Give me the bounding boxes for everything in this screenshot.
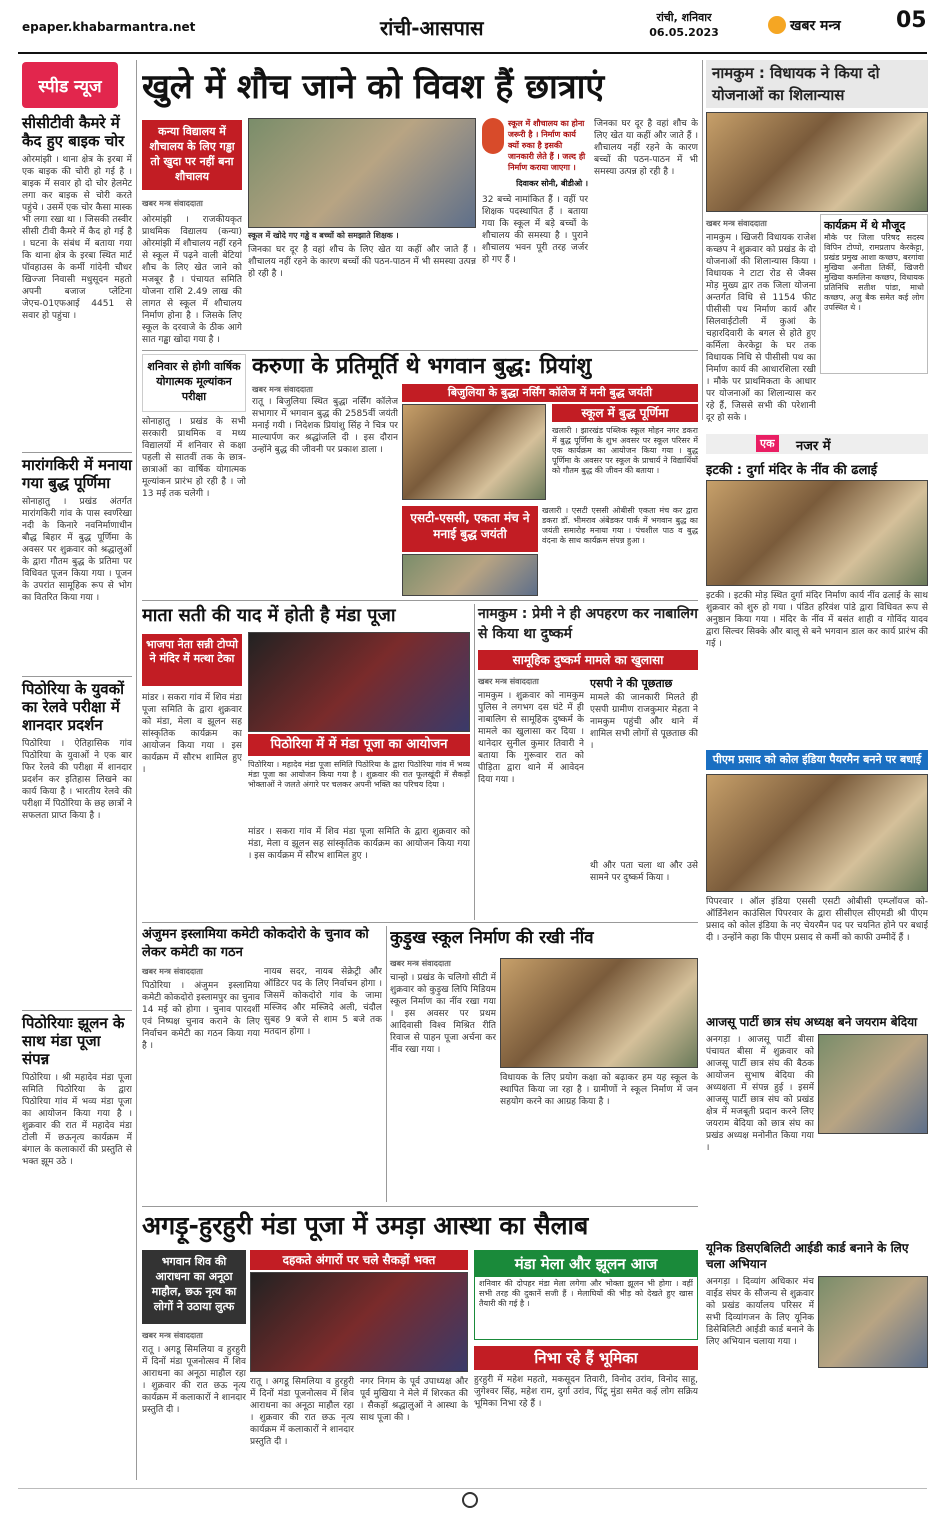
left-story-2-body: सोनाहातु । प्रखंड अंतर्गत मारांगकिरी गांव के पास स्वर्णरेखा नदी के किनारे नवनिर्माणाधीन बौद्ध बिहार में बुद्ध पूर्णिमा के अवसर पर शुक्रवार को श्रद्धालुओं के द्वारा गौतम बुद्ध के प्रतिमा पर विधिवत पूजन किया गया । पूजन के उपरांत सामूहिक रूप से भोग का वितरित किया गया । [22, 497, 132, 603]
ek-tag: एक [756, 435, 779, 452]
ajsu-photo [818, 1034, 928, 1134]
green-label: मंडा मेला और झूलन आज [475, 1251, 697, 1277]
section-title: रांची-आसपास [380, 16, 484, 40]
namkum-body: नामकुम । खिजरी विधायक राजेश कच्छप ने शुक्रवार को प्रखंड के दो योजनाओं की शिलान्यास किया । विधायक ने टाटा रोड से जैक्स मोड़ मुख्य द्वार तक जिला योजना अन्तर्गत विधि से 1154 फीट पीसीसी पथ निर्माण कार्य और सिलवाईटोली में कुआं के चहारदिवारी के बगल से होते हुए कर्मिला केरकेट्टा के घर तक विधायक निधि से पीसीसी पथ का निर्माण कार्य की आधारशिला रखी । मौके पर प्राथमिकता के आधार पर योजनाओं का शिलान्यास कर रहे हैं, जिससे सभी की परेशानी दूर हो सके । [706, 233, 816, 422]
top-red-box: कन्या विद्यालय में शौचालय के लिए गड्ढा तो खुदा पर नहीं बना शौचालय [142, 120, 242, 190]
divider [22, 676, 132, 677]
anjuman-body: पिठोरिया । अंजुमन इस्लामिया कमेटी कोकदोरो इस्लामपुर का चुनाव 14 मई को होगा । चुनाव पारदर्शी एवं निष्पक्ष चुनाव कराने के लिए निर्वाचन कमेटी का गठन किया गया है । [142, 981, 260, 1051]
manda-photo-label: पिठोरिया में में मंडा पूजा का आयोजन [248, 734, 470, 756]
kurukh-body-2: विधायक के लिए प्रयोग कक्षा को बढ़ाकर हम यह स्कूल के स्थापित किया जा रहा है । ग्रामीणों ने स्कूल निर्माण में जन सहयोग करने का आग्रह किया है । [500, 1073, 698, 1107]
crime-byline: खबर मन्त्र संवाददाता [478, 677, 539, 686]
left-story-4-head: पिठोरियाः झूलन के साथ मंडा पूजा संपन्न [22, 1014, 125, 1068]
manda-headline: माता सती की याद में होती है मंडा पूजा [142, 605, 396, 626]
divider [142, 350, 698, 351]
manda-body-2: मांडर । सकरा गांव में शिव मंडा पूजा समिति के द्वारा शुक्रवार को मंडा, मेला व झूलन सह सांस्कृतिक कार्यक्रम का आयोजन किया गया । इस कार्यक्रम में सौरभ शामिल हुए । [248, 827, 470, 861]
manda-photo [248, 632, 470, 732]
anjuman-headline: अंजुमन इस्लामिया कमेटी कोकदोरो के चुनाव को लेकर कमेटी का गठन [142, 927, 369, 960]
left-story-1-body: ओरमांझी । थाना क्षेत्र के इरबा में एक बाइक की चोरी हो गई है । बाइक में सवार हो दो चोर हेलमेट लगा कर बाइक से चोरी करते पहुंचे । उसमें एक चोर कैसा मास्क भी लगा रखा था । जिसकी तस्वीर सीसी टीवी कैमरे में कैद हो गई है । घटना के संबंध में बताया गया कि थाना क्षेत्र के इरबा स्थित मार्ट पॉवहाउस के कर्मी गांदेनी चौधर खिज्जा निवासी मधुसूदन महतो अपनी बजाज प्लेटिना जेएच-01एफआई 4451 से सवार हो पहुंचा । [22, 155, 132, 321]
speed-news-label: स्पीड न्यूज [38, 77, 102, 97]
quote-icon [482, 118, 504, 154]
kurukh-byline: खबर मन्त्र संवाददाता [390, 959, 451, 968]
column-rule [474, 604, 475, 920]
crime-headline: नामकुम : प्रेमी ने ही अपहरण कर नाबालिग से किया था दुष्कर्म [478, 606, 698, 642]
itki-photo [706, 480, 928, 586]
school-body: खलारी । झारखंड पब्लिक स्कूल मोहन नगर डकरा में बुद्ध पूर्णिमा के शुभ अवसर पर स्कूल परिसर में एक कार्यक्रम का आयोजन किया गया । बुद्ध पूर्णिमा के अवसर पर स्कूल के प्राचार्य ने विद्यार्थियों को गौतम बुद्ध की जीवन की बताया । [552, 426, 698, 475]
role-label: निभा रहे हैं भूमिका [474, 1346, 698, 1370]
ek-nazar-bar [706, 434, 928, 454]
sc-st-body: खलारी । एसटी एससी ओबीसी एकता मंच कर द्वारा डकरा डॉ. भीमराव अंबेडकर पार्क में भगवान बुद्ध का जयंती समारोह मनाया गया । पंचशील पाठ व बुद्ध वंदना के साथ कार्यक्रम संपन्न हुआ । [542, 506, 698, 545]
exam-head: शनिवार से होगी वार्षिक योगात्मक मूल्यांकन परीक्षा [142, 354, 246, 412]
kurukh-photo [500, 958, 698, 1068]
registration-mark-icon [462, 1492, 478, 1508]
crime-caption: थी और पता चला था और उसे सामने पर दुष्कर्म किया । [590, 861, 698, 883]
bottom-body-2: रातू । अगडू सिमलिया व हुरहुरी में दिनों मंडा पूजनोत्सव में शिव आराधना का अनूठा माहौल रहा । शुक्रवार की रात छऊ नृत्य कार्यक्रम में कलाकारों ने शानदार प्रस्तुति दी । [250, 1377, 354, 1447]
coal-body: पिपरवार । ऑल इंडिया एससी एसटी ओबीसी एम्प्लॉयज को-ऑर्डिनेशन काउंसिल पिपरवार के द्वारा सीसीएल सीएमडी श्री पीएम प्रसाद को कोल इंडिया के नए चेयरमैन पद पर चयनित होने पर बधाई दी । उन्होंने कहा कि पीएम प्रसाद से कर्मी को काफी उम्मीदें हैं । [706, 897, 928, 943]
unique-head: यूनिक डिसएबिलिटी आईडी कार्ड बनाने के लिए चला अभियान [706, 1241, 909, 1271]
anjuman-body-2: नायब सदर, नायब सेक्रेट्री और ऑडिटर पद के लिए निर्वाचन होगा । जिसमें कोकदोरो गांव के जामा मस्जिद और मस्जिदे अली, चंदौल सुबह 9 बजे से शाम 5 बजे तक मतदान होगा । [264, 967, 382, 1037]
left-story-4-body: पिठोरिया । श्री महादेव मंडा पूजा समिति पिठोरिया के द्वारा पिठोरिया गांव में भव्य मंडा पूजा का आयोजन किया गया है । शुक्रवार की रात में महादेव मंडा टोली में छऊनृत्य कार्यक्रम में बंगाल के कलाकारों की प्रस्तुति से भक्त झूम उठे । [22, 1073, 132, 1167]
top-body-b: 32 बच्चे नामांकित हैं । वहीं पर शिक्षक पदस्थापित हैं । बताया गया कि स्कूल में बड़े बच्चों के शौचालय की समस्या है । पुराने शौचालय भवन पूरी तरह जर्जर हो गए हैं । [482, 195, 588, 265]
bottom-photo [250, 1272, 468, 1372]
buddha-body: रातू । बिजुलिया स्थित बुद्धा नर्सिंग कॉलेज सभागार में भगवान बुद्ध की 2585वीं जयंती मनाई गयी । निदेशक प्रियांशु सिंह ने चित्र पर माल्यार्पण कर श्रद्धांजलि दी । इस दौरान उन्होंने बुद्ध की जीवनी पर प्रकाश डाला । [252, 397, 398, 455]
sp-body: मामले की जानकारी मिलते ही एसपी ग्रामीण राजकुमार मेहता ने नामकुम पहुंची और थाने में शामिल सभी लोगों से पूछताछ की । [590, 693, 698, 751]
bottom-body-3: नगर निगम के पूर्व उपाध्यक्ष और पूर्व मुखिया ने मेले में शिरकत की । सैकड़ों श्रद्धालुओं ने आस्था के साथ पूजा की । [360, 1377, 468, 1423]
bottom-headline: अगड़ू-हुरहुरी मंडा पूजा में उमड़ा आस्था का सैलाब [142, 1211, 589, 1240]
kurukh-body: चान्हो । प्रखंड के चलिगो सीटी में शुक्रवार को कुड़ुख लिपि मिडियम स्कूल निर्माण का नींव रखा गया । इस अवसर पर प्रथम आदिवासी विश्व मिश्रित रीति रिवाज से पाहन पूजा अर्चना कर नींव रखा गया । [390, 973, 496, 1055]
brand-name: खबर मन्त्र [790, 18, 841, 34]
bottom-body: रातू । अगडू सिमलिया व हुरहुरी में दिनों मंडा पूजनोत्सव में शिव आराधना का अनूठा माहौल रहा । शुक्रवार की रात छऊ नृत्य कार्यक्रम में कलाकारों ने शानदार प्रस्तुति दी । [142, 1345, 246, 1415]
dateline [638, 10, 730, 40]
unique-photo [818, 1276, 928, 1368]
exam-body: सोनाहातु । प्रखंड के सभी सरकारी प्राथमिक व मध्य विद्यालयों में शनिवार से कक्षा पहली से सातवीं तक के छात्र-छात्राओं का वार्षिक योगात्मक मूल्यांकन प्रारंभ हो रही है । जो 13 मई तक चलेगी । [142, 417, 246, 499]
bottom-byline: खबर मन्त्र संवाददाता [142, 1331, 203, 1340]
ajsu-head: आजसू पार्टी छात्र संघ अध्यक्ष बने जयराम बेदिया [706, 1015, 918, 1029]
city-day: रांची, शनिवार [656, 11, 712, 24]
quote-author: दिवाकर सोनी, बीडीओ । [516, 179, 588, 188]
namkum-head-bg [706, 60, 928, 108]
bottom-red-label: दहकते अंगारों पर चले सैकड़ों भक्त [250, 1250, 468, 1270]
manda-red: भाजपा नेता सन्नी टोप्पो ने मंदिर में मत्था टेका [142, 634, 242, 686]
kurukh-headline: कुड़ुख स्कूल निर्माण की रखी नींव [390, 928, 594, 948]
divider [142, 922, 698, 923]
crime-body: नामकुम । शुक्रवार को नामकुम पुलिस ने लगभग दस घंटे में ही नाबालिग से सामूहिक दुष्कर्म के मामले का खुलासा कर दिया । थानेदार सुनील कुमार तिवारी ने बताया कि गुरूवार रात को पीड़िता द्वारा थाने में आवेदन दिया गया । [478, 691, 584, 785]
sc-st-label: एसटी-एससी, एकता मंच ने मनाई बुद्ध जयंती [402, 506, 538, 552]
unique-body: अनगड़ा । दिव्यांग अधिकार मंच वाईड संघर के सौजन्य से शुक्रवार को प्रखंड कार्यालय परिसर में सभी दिव्यांगजन के लिए यूनिक डिसेबिलिटी आईडी कार्ड बनाने के लिए अभियान चलाया गया । [706, 1277, 814, 1347]
left-story-2-head: मारांगकिरी में मनाया गया बुद्ध पूर्णिमा [22, 456, 132, 492]
namkum-caption-box [820, 214, 928, 374]
divider [142, 1206, 698, 1207]
namkum-caption-title: कार्यक्रम में थे मौजूद [824, 219, 906, 232]
divider [22, 452, 132, 453]
green-body: शनिवार की दोपहर मंडा मेला लगेगा और भोक्ता झूलन भी होगा । वहीं सभी तरह की दुकानें सजी हैं । मेलाघियों की भीड़ को देखते हुए खास तैयारी की गई है । [479, 1279, 693, 1308]
sc-st-photo [402, 554, 538, 596]
divider [142, 600, 698, 601]
divider [22, 1010, 132, 1011]
itki-headline: इटकी : दुर्गा मंदिर के नींव की ढलाई [706, 463, 878, 478]
quote-text: स्कूल में शौचालय का होना जरूरी है । निर्माण कार्य क्यों रुका है इसकी जानकारी लेते हैं । जल्द ही निर्माण कराया जाएगा । [508, 119, 586, 172]
top-body-a-cont: जिनका घर दूर है वहां शौच के लिए खेत या कहीं और जाते हैं । शौचालय नहीं रहने के कारण बच्चों की पठन-पाठन में भी समस्या उत्पन्न हो रही है । [248, 245, 476, 279]
header-rule [18, 52, 927, 54]
left-story-3-head: पिठोरिया के युवकों का रेलवे परीक्षा में शानदार प्रदर्शन [22, 680, 125, 734]
coal-photo [706, 774, 928, 892]
top-byline: खबर मन्त्र संवाददाता [142, 199, 203, 208]
brand-logo-icon [768, 16, 786, 34]
column-rule [386, 926, 387, 1202]
namkum-photo-1 [706, 112, 928, 212]
buddha-byline: खबर मन्त्र संवाददाता [252, 385, 313, 394]
itki-body: इटकी । इटकी मोड़ स्थित दुर्गा मंदिर निर्माण कार्य नींव ढलाई के साथ शुक्रवार को शुरु हो गया । पंडित हरिवंश पांडे द्वारा विधिवत रूप से अनुष्ठान किया गया । मंदिर के नींव में बसंत शाही व गोविंद यादव द्वारा सिल्वर सिक्के और बालू से बने भगवान डाल कर कार्य प्रारंभ की गई । [706, 591, 928, 649]
manda-body: मांडर । सकरा गांव में शिव मंडा पूजा समिति के द्वारा शुक्रवार को मंडा, मेला व झूलन सह सांस्कृतिक कार्यक्रम का आयोजन किया गया । इस कार्यक्रम में सौरभ शामिल हुए । [142, 693, 242, 775]
namkum-byline: खबर मन्त्र संवाददाता [706, 219, 767, 228]
namkum-caption-body: मौके पर जिला परिषद सदस्य विपिन टोप्पो, रामप्रताप केरकेट्टा, प्रखंड प्रमुख आशा कच्छप, बरगांवा मुखिया अनीता तिर्की, खिजरी मुखिया कमलिना कच्छप, विधायक प्रतिनिधि सतीश पांडा, माधो कच्छप, अजु बैक समेत कई लोग उपस्थित थे । [824, 233, 924, 312]
sp-head: एसपी ने की पूछताछ [590, 677, 673, 690]
speed-news-badge [22, 62, 118, 108]
green-box [474, 1250, 698, 1340]
bottom-dark-box: भगवान शिव की आराधना का अनूठा माहौल, छऊ नृत्य का लोगों ने उठाया लुत्फ [142, 1250, 246, 1324]
column-rule [702, 60, 703, 420]
ajsu-body: अनगड़ा । आजसू पार्टी बीसा पंचायत बीसा में शुक्रवार को आजसू पार्टी छात्र संघ की बैठक आयोजन सुभाष बेदिया की अध्यक्षता में संपन्न हुई । इसमें आजसू पार्टी छात्र संघ को प्रखंड क्षेत्र में मजबूती प्रदान करने लिए जयराम बेदिया को छात्र संघ का प्रखंड अध्यक्ष मनोनीत किया गया । [706, 1035, 814, 1153]
coal-head: पीएम प्रसाद को कोल इंडिया पैयरमैन बनने पर बधाई [706, 750, 928, 770]
top-photo [248, 118, 476, 228]
site-url: epaper.khabarmantra.net [22, 20, 196, 34]
namkum-headline: नामकुम : विधायक ने किया दो योजनाओं का शिलान्यास [712, 64, 880, 104]
footer-rule [18, 1488, 927, 1489]
crime-red: सामूहिक दुष्कर्म मामले का खुलासा [478, 650, 698, 670]
anjuman-byline: खबर मन्त्र संवाददाता [142, 967, 203, 976]
top-body-c: जिनका घर दूर है वहां शौच के लिए खेत या कहीं और जाते हैं । शौचालय नहीं रहने के कारण बच्चों की पठन-पाठन में भी समस्या उत्पन्न हो रही है । [594, 119, 698, 177]
issue-date: 06.05.2023 [649, 26, 719, 39]
page-number: 05 [896, 8, 927, 33]
left-story-1-head: सीसीटीवी कैमरे में कैद हुए बाइक चोर [22, 114, 125, 150]
top-headline: खुले में शौच जाने को विवश हैं छात्राएं [142, 67, 605, 107]
column-rule [136, 60, 137, 1480]
role-body: हुरहुरी में महेश महतो, मकसूदन तिवारी, विनोद उरांव, विनोद साहू, जुगेश्वर सिंह, महेश राम, दुर्गा उरांव, पिंटू मुंडा समेत कई लोग सक्रिय भूमिका निभा रहे हैं । [474, 1375, 698, 1409]
nazar-label: नजर में [796, 439, 831, 454]
buddha-headline: करुणा के प्रतिमूर्ति थे भगवान बुद्ध: प्रियांशु [252, 354, 592, 379]
top-photo-caption: स्कूल में खोदे गए गड्ढे व बच्चों को समझाते शिक्षक । [248, 231, 399, 240]
left-story-3-body: पिठोरिया । ऐतिहासिक गांव पिठोरिया के युवाओं ने एक बार फिर रेलवे की परीक्षा में शानदार प्रदर्शन कर इतिहास लिखने का कार्य किया है । भारतीय रेलवे की परीक्षा में पिठोरिया के छह छात्रों ने सफलता प्राप्त किया है । [22, 739, 132, 821]
school-label: स्कूल में बुद्ध पूर्णिमा [552, 404, 698, 422]
nursing-label: बिजुलिया के बुद्धा नर्सिंग कॉलेज में मनी बुद्ध जयंती [402, 384, 698, 402]
manda-photo-body: पिठोरिया । महादेव मंडा पूजा समिति पिठोरिया के द्वारा पिठोरिया गांव में भव्य मंडा पूजा का आयोजन किया गया है । शुक्रवार की रात फूलखूंदी में सैकड़ों भोक्ताओं ने जलते अंगारे पर चलकर अपनी भक्ति का परिचय दिया । [248, 760, 470, 789]
nursing-photo [402, 404, 546, 500]
top-body-a: ओरमांझी । राजकीयकृत प्राथमिक विद्यालय (कन्या) ओरमांझी में शौचालय नहीं रहने से स्कूल में पढ़ने वाली बेटियां शौच के लिए खेत जाने को मजबूर है । पंचायत समिति योजना राशि 2.49 लाख की लागत से स्कूल में शौचालय निर्माण होना है । जिसके लिए स्कूल के दरवाजे के ठीक आगे सात गड्ढा खोदा गया है । [142, 215, 242, 345]
